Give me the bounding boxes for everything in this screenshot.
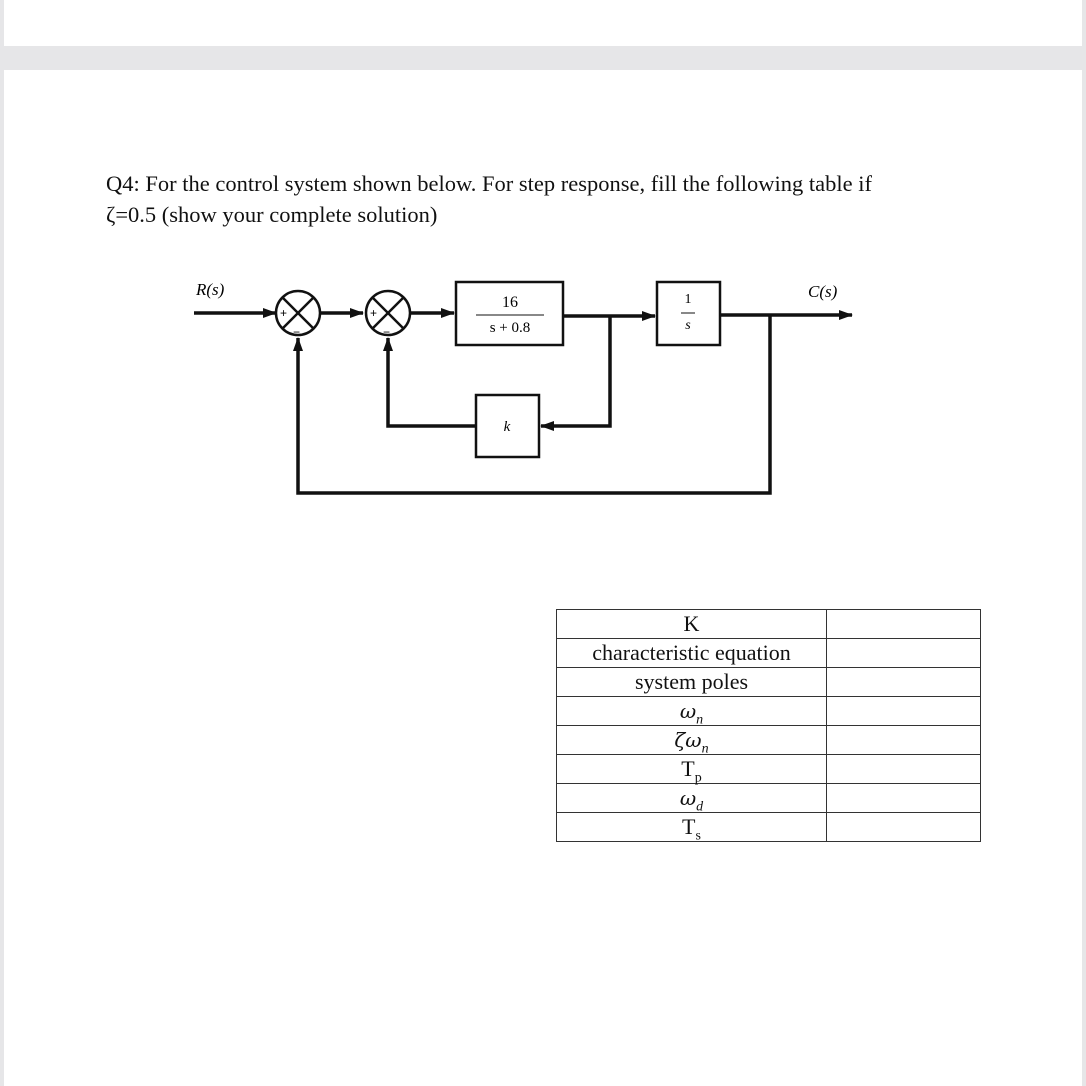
answer-cell[interactable] bbox=[827, 726, 981, 755]
row-label bbox=[557, 784, 827, 813]
table-row bbox=[557, 784, 981, 813]
plant-numerator: 16 bbox=[502, 294, 518, 311]
row-label bbox=[557, 668, 827, 697]
row-label bbox=[557, 610, 827, 639]
summing-junction-2 bbox=[366, 291, 410, 339]
row-symbol: ω bbox=[679, 699, 697, 723]
row-label bbox=[557, 697, 827, 726]
table-row bbox=[557, 726, 981, 755]
table-row bbox=[557, 813, 981, 842]
sum1-plus-sign: + bbox=[280, 306, 288, 320]
row-subscript: p bbox=[694, 770, 702, 786]
answer-cell[interactable] bbox=[827, 784, 981, 813]
plant-denominator: s + 0.8 bbox=[489, 320, 531, 336]
answer-cell[interactable] bbox=[827, 813, 981, 842]
row-label bbox=[557, 639, 827, 668]
row-symbol: characteristic equation bbox=[592, 640, 791, 665]
row-symbol: ω bbox=[679, 786, 697, 810]
feedback-gain-label: k bbox=[503, 419, 511, 435]
row-symbol: K bbox=[683, 611, 700, 636]
row-symbol: T bbox=[681, 756, 695, 781]
transfer-block-integrator bbox=[657, 282, 720, 345]
answer-table bbox=[556, 609, 981, 842]
sum1-minus-sign: − bbox=[293, 325, 301, 339]
integrator-denominator: s bbox=[685, 318, 691, 333]
sum2-minus-sign: − bbox=[383, 325, 391, 339]
transfer-block-plant bbox=[456, 282, 563, 345]
row-symbol: ζω bbox=[674, 728, 702, 752]
summing-junction-1 bbox=[276, 291, 320, 339]
row-label bbox=[557, 726, 827, 755]
row-subscript: d bbox=[696, 799, 704, 815]
row-symbol: T bbox=[682, 814, 696, 839]
table-row bbox=[557, 697, 981, 726]
row-subscript: s bbox=[695, 828, 701, 844]
row-label bbox=[557, 755, 827, 784]
table-row bbox=[557, 668, 981, 697]
table-row bbox=[557, 755, 981, 784]
answer-cell[interactable] bbox=[827, 697, 981, 726]
row-label bbox=[557, 813, 827, 842]
input-label: R(s) bbox=[196, 280, 225, 299]
question-line-2: ζ=0.5 (show your complete solution) bbox=[106, 202, 438, 227]
row-symbol: system poles bbox=[634, 669, 749, 694]
inner-feedback-return-line bbox=[388, 338, 476, 426]
answer-cell[interactable] bbox=[827, 755, 981, 784]
row-subscript: n bbox=[701, 741, 709, 757]
table-row bbox=[557, 639, 981, 668]
answer-cell[interactable] bbox=[827, 639, 981, 668]
row-subscript: n bbox=[696, 712, 704, 728]
question-line-1: Q4: For the control system shown below. For step response, fill the following table if bbox=[106, 171, 872, 196]
table-row bbox=[557, 610, 981, 639]
integrator-numerator: 1 bbox=[684, 292, 692, 307]
output-label: C(s) bbox=[808, 282, 838, 301]
feedback-gain-block bbox=[476, 395, 539, 457]
answer-cell[interactable] bbox=[827, 610, 981, 639]
answer-cell[interactable] bbox=[827, 668, 981, 697]
sum2-plus-sign: + bbox=[370, 306, 378, 320]
